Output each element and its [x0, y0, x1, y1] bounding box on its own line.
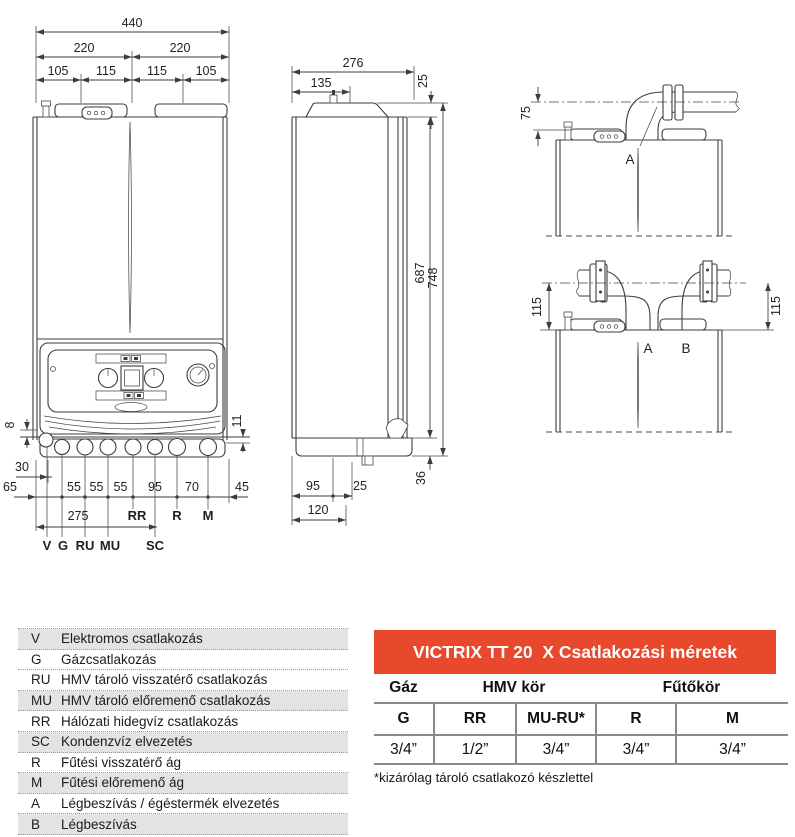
legend-code: MU [31, 693, 52, 709]
connector-g [55, 440, 70, 455]
group-header-gas: Gáz [389, 679, 418, 696]
label-ru: RU [75, 538, 95, 553]
column-header: R [595, 704, 675, 734]
group-header-hmv: HMV kör [482, 679, 546, 696]
dim-30: 30 [15, 460, 29, 474]
connector-rr [125, 439, 141, 455]
size-value: 1/2” [433, 736, 515, 763]
flue-socket-plate [82, 107, 112, 119]
legend-description: HMV tároló visszatérő csatlakozás [61, 672, 268, 688]
connection-legend [18, 628, 348, 835]
legend-row [18, 629, 348, 650]
size-value: 3/4” [675, 736, 788, 763]
dim-95-side: 95 [306, 479, 320, 493]
size-value: 3/4” [595, 736, 675, 763]
legend-description: Hálózati hidegvíz csatlakozás [61, 713, 239, 729]
legend-description: HMV tároló előremenő csatlakozás [61, 693, 271, 709]
dim-25-top: 25 [416, 74, 430, 88]
dim-55-2: 55 [89, 480, 104, 494]
dim-105-left: 105 [47, 64, 69, 78]
legend-code: SC [31, 734, 50, 750]
dim-115-right: 115 [769, 296, 783, 316]
legend-row [18, 691, 348, 712]
dim-55-1: 55 [67, 480, 81, 494]
legend-code: M [31, 775, 43, 791]
detail-twin-flue [530, 261, 783, 432]
legend-code: R [31, 754, 41, 770]
condensate-drain [362, 456, 373, 465]
label-a-twin: A [643, 341, 653, 356]
legend-description: Gázcsatlakozás [61, 651, 157, 667]
dim-135: 135 [310, 76, 332, 90]
detail-concentric-flue [519, 85, 741, 236]
boiler-body-side [292, 90, 412, 465]
label-m: M [202, 508, 214, 523]
label-rr: RR [127, 508, 147, 523]
legend-code: A [31, 796, 41, 812]
label-b-twin: B [681, 341, 691, 356]
dim-width-total: 440 [121, 16, 143, 30]
dim-115-left: 115 [530, 297, 544, 317]
label-sc: SC [145, 538, 165, 553]
legend-code: RR [31, 713, 51, 729]
legend-row [18, 650, 348, 671]
table-column-header-row [374, 704, 788, 736]
dim-75: 75 [519, 106, 533, 120]
dim-105-right: 105 [195, 64, 217, 78]
table-footnote: *kizárólag tároló csatlakozó készlettel [374, 770, 594, 785]
right-elbow [658, 270, 729, 317]
legend-code: G [31, 651, 42, 667]
connector-m [200, 439, 217, 456]
column-header: RR [433, 704, 515, 734]
connection-size-table [374, 630, 788, 785]
label-a-top: A [625, 152, 635, 167]
dim-748: 748 [426, 267, 440, 289]
label-r: R [172, 508, 182, 523]
top-valve [43, 106, 49, 117]
legend-row [18, 732, 348, 753]
dim-depth-total: 276 [342, 56, 364, 70]
table-values-row [374, 736, 788, 765]
dim-115-left: 115 [96, 64, 116, 78]
connector-sc [148, 440, 163, 455]
dim-275: 275 [67, 509, 89, 523]
legend-row [18, 794, 348, 815]
legend-description: Légbeszívás / égéstermék elvezetés [61, 796, 280, 812]
brand-logo [115, 403, 147, 412]
label-v: V [42, 538, 52, 553]
legend-description: Kondenzvíz elvezetés [61, 734, 193, 750]
label-g: G [57, 538, 69, 553]
connector-r [169, 439, 186, 456]
dim-120: 120 [307, 503, 329, 517]
dim-220-right: 220 [169, 41, 191, 55]
control-panel [40, 343, 225, 434]
dim-95: 95 [148, 480, 162, 494]
legend-row [18, 670, 348, 691]
size-value: 3/4” [515, 736, 595, 763]
boiler-body-front [33, 101, 227, 440]
group-header-heating: Fűtőkör [662, 679, 721, 696]
dim-25-bottom: 25 [353, 479, 367, 493]
front-panel-seam [129, 122, 132, 333]
legend-row [18, 711, 348, 732]
legend-code: V [31, 631, 41, 647]
column-header: M [675, 704, 788, 734]
legend-code: RU [31, 672, 51, 688]
dim-55-3: 55 [113, 480, 128, 494]
dim-36: 36 [414, 471, 428, 485]
dim-70: 70 [185, 480, 199, 494]
connector-v [39, 433, 53, 447]
column-header: MU-RU* [515, 704, 595, 734]
legend-code: B [31, 816, 41, 832]
front-view [3, 16, 250, 553]
legend-description: Légbeszívás [61, 816, 137, 832]
table-group-header-row [374, 674, 788, 704]
dim-687: 687 [413, 262, 427, 284]
dim-115-right: 115 [147, 64, 167, 78]
side-view [292, 56, 448, 526]
dim-8: 8 [3, 421, 17, 429]
legend-description: Fűtési visszatérő ág [61, 754, 182, 770]
legend-description: Elektromos csatlakozás [61, 631, 203, 647]
table-title-banner: VICTRIX TT 20 X Csatlakozási méretek [374, 630, 776, 674]
legend-row [18, 773, 348, 794]
size-value: 3/4” [390, 740, 417, 758]
dim-220-left: 220 [73, 41, 95, 55]
connector-ru [77, 439, 93, 455]
legend-row [18, 753, 348, 774]
legend-row [18, 814, 348, 835]
legend-description: Fűtési előremenő ág [61, 775, 185, 791]
flue-outlet-side [386, 419, 408, 438]
label-mu: MU [99, 538, 121, 553]
connector-mu [100, 439, 116, 455]
dim-45: 45 [235, 480, 249, 494]
dim-65: 65 [3, 480, 17, 494]
column-header: G [397, 710, 410, 727]
dim-11: 11 [230, 414, 244, 428]
